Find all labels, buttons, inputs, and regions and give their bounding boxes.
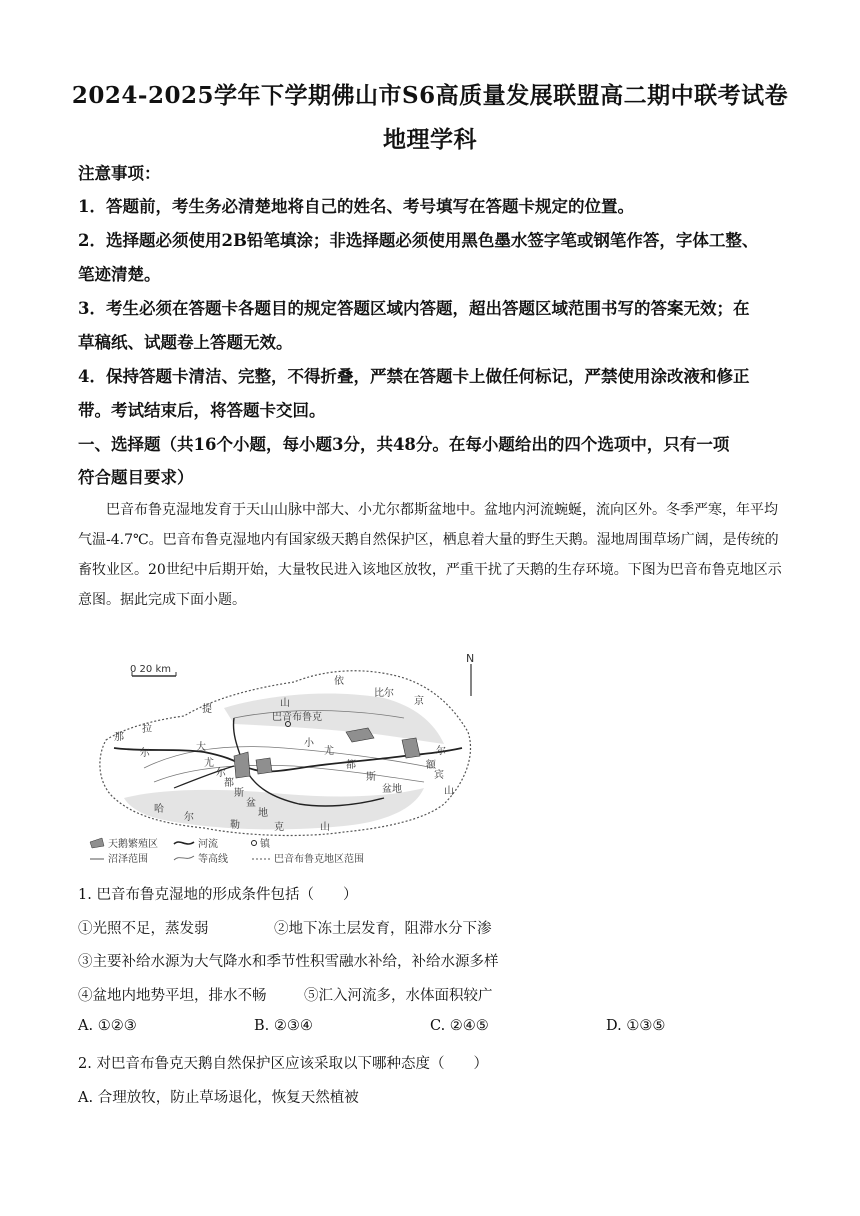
- map-label: 提: [202, 704, 212, 715]
- map-label: 地: [258, 808, 268, 819]
- map-label: 京: [414, 696, 424, 707]
- question-2-stem: 2. 对巴音布鲁克天鹅自然保护区应该采取以下哪种态度（ ）: [78, 1056, 488, 1072]
- q1-option-d: D. ①③⑤: [606, 1018, 666, 1034]
- legend-marsh: 沼泽范围: [108, 854, 148, 864]
- exam-title: 2024-2025学年下学期佛山市S6高质量发展联盟高二期中联考试卷: [71, 82, 789, 109]
- notice-item-4: 4．保持答题卡清洁、完整，不得折叠，严禁在答题卡上做任何标记，严禁使用涂改液和修正: [78, 367, 750, 386]
- map-label: 尔: [216, 768, 226, 779]
- map-label: 小: [304, 738, 314, 749]
- map-label: 勒: [230, 820, 240, 831]
- map-label: 比尔: [374, 688, 394, 699]
- q1-option-a: A. ①②③: [78, 1018, 137, 1034]
- map-label: 巴音布鲁克: [272, 712, 322, 723]
- map-label: 尔: [436, 746, 446, 757]
- q1-option-b: B. ②③④: [254, 1018, 313, 1034]
- question-1-stem: 1. 巴音布鲁克湿地的形成条件包括（ ）: [78, 887, 358, 903]
- map-label: 山: [320, 822, 330, 833]
- bayinbuluke-map: [84, 648, 504, 864]
- map-label: 额: [426, 760, 436, 771]
- legend-swan-area: 天鹅繁殖区: [108, 839, 158, 850]
- map-label: 盆: [246, 798, 256, 809]
- map-label: 那: [114, 732, 124, 743]
- passage-text: 巴音布鲁克湿地发育于天山山脉中部大、小尤尔都斯盆地中。盆地内河流蜿蜒，流向区外。冬季严寒，年平均气温-4.7℃。巴音布鲁克湿地内有国家级天鹅自然保护区，栖息着大量的野生天鹅。湿地周围草场广阔，是传统的畜牧业区。20世纪中后期开始，大量牧民进入该地区放牧，严重干扰了天鹅的生存环境。下图为巴音布鲁克地区示意图。据此完成下面小题。: [78, 502, 782, 608]
- passage: [78, 495, 790, 615]
- q1-statement-2: ②地下冻土层发育，阻滞水分下渗: [274, 921, 492, 937]
- q1-statement-5: ⑤汇入河流多，水体面积较广: [304, 988, 493, 1004]
- section-heading-cont: 符合题目要求）: [78, 468, 194, 487]
- legend-town: 镇: [260, 839, 270, 850]
- map-label: 斯: [366, 772, 376, 783]
- legend-boundary: 巴音布鲁克地区范围: [274, 854, 364, 864]
- notice-item-2: 2．选择题必须使用2B铅笔填涂；非选择题必须使用黑色墨水签字笔或钢笔作答，字体工整、: [78, 231, 759, 250]
- map-label: 拉: [142, 724, 152, 735]
- notice-heading: 注意事项：: [78, 164, 161, 183]
- q1-statement-4: ④盆地内地势平坦，排水不畅: [78, 988, 267, 1004]
- map-label: 盆地: [382, 784, 402, 795]
- map-label: 尔: [184, 812, 194, 823]
- map-label: 尤: [324, 746, 334, 757]
- notice-item-4-cont: 带。考试结束后，将答题卡交回。: [78, 401, 326, 420]
- q2-option-a: A. 合理放牧，防止草场退化，恢复天然植被: [78, 1090, 359, 1106]
- map-label: 山: [444, 786, 454, 797]
- map-label: 都: [224, 778, 234, 789]
- north-label: N: [466, 652, 475, 665]
- q1-option-c: C. ②④⑤: [430, 1018, 489, 1034]
- map-label: 依: [334, 676, 344, 687]
- map-label: 大: [196, 742, 206, 753]
- legend-contour: 等高线: [198, 854, 228, 864]
- map-label: 尤: [204, 758, 214, 769]
- map-legend: [90, 837, 364, 864]
- notice-item-3-cont: 草稿纸、试题卷上答题无效。: [78, 333, 293, 352]
- map-label: 克: [274, 822, 284, 833]
- map-label: 都: [346, 760, 356, 771]
- q1-statement-1: ①光照不足，蒸发弱: [78, 921, 209, 937]
- notice-item-1: 1．答题前，考生务必清楚地将自己的姓名、考号填写在答题卡规定的位置。: [78, 197, 634, 216]
- subject-title: 地理学科: [383, 126, 477, 153]
- map-label: 山: [280, 698, 290, 709]
- map-label: 宾: [434, 770, 444, 781]
- notice-item-2-cont: 笔迹清楚。: [78, 265, 161, 284]
- section-heading: 一、选择题（共16个小题，每小题3分，共48分。在每小题给出的四个选项中，只有一项: [78, 435, 730, 454]
- map-label: 斯: [234, 788, 244, 799]
- q1-statement-3: ③主要补给水源为大气降水和季节性积雪融水补给，补给水源多样: [78, 954, 499, 970]
- map-label: 哈: [154, 804, 164, 815]
- map-label: 尔: [140, 748, 150, 759]
- map-scale: 0 20 km: [130, 664, 171, 675]
- notice-item-3: 3．考生必须在答题卡各题目的规定答题区域内答题，超出答题区域范围书写的答案无效；在: [78, 299, 750, 318]
- legend-river: 河流: [198, 839, 218, 850]
